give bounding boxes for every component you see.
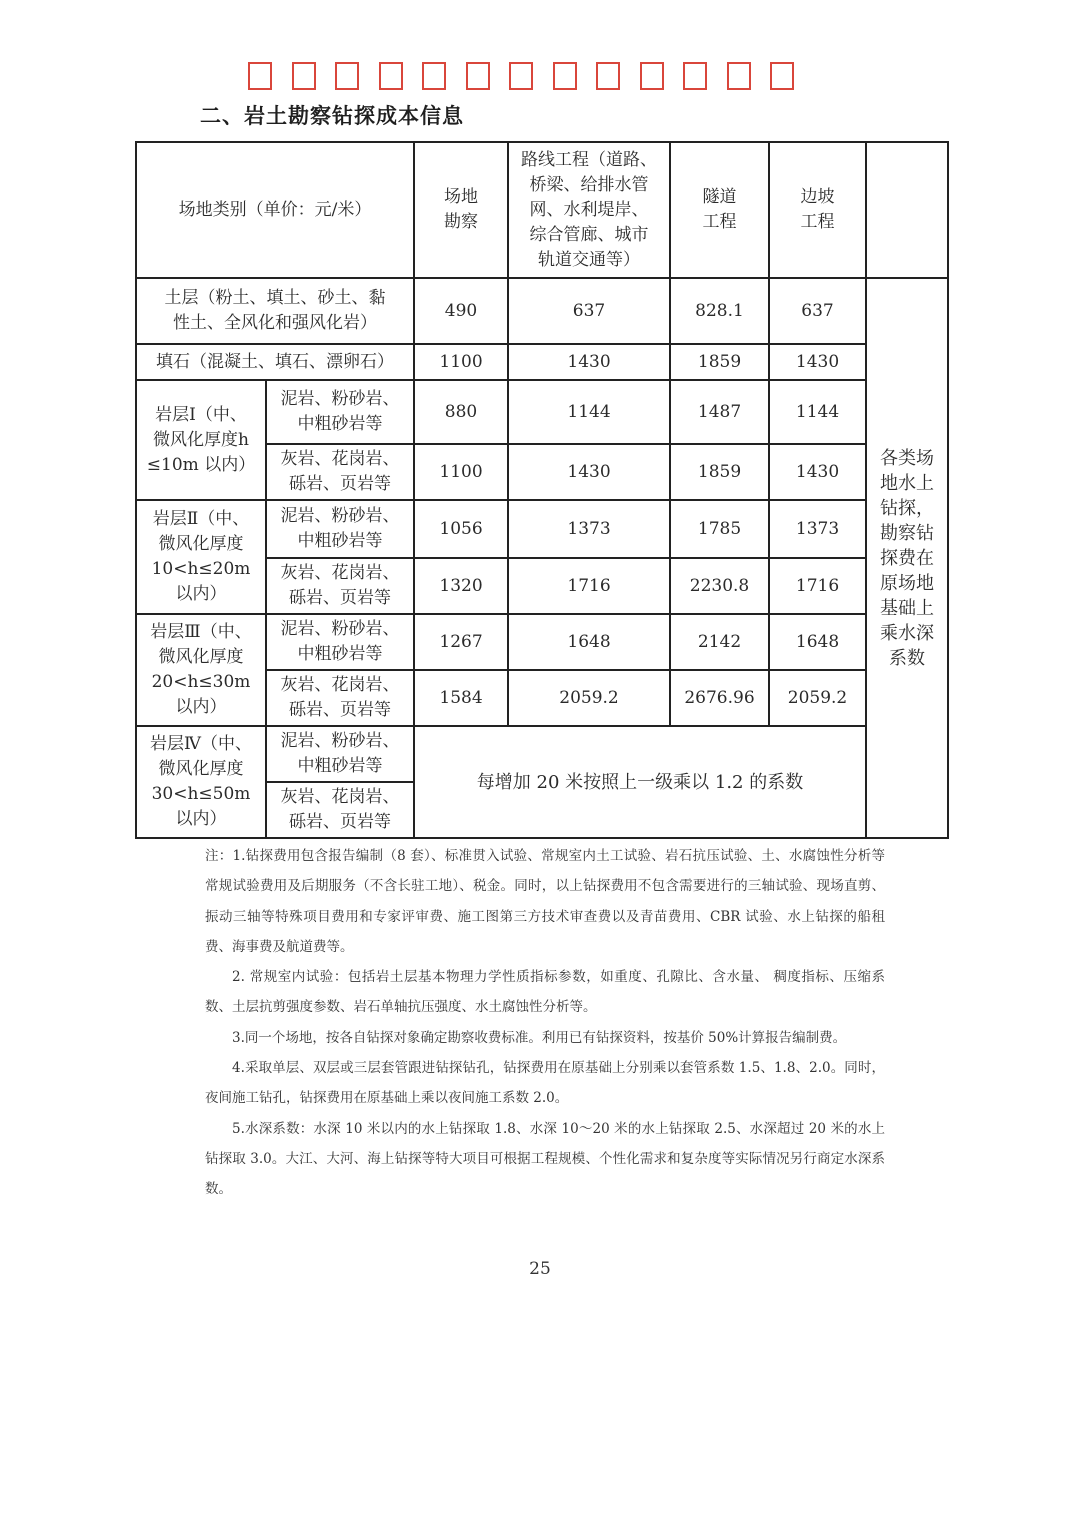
- cost-table: [135, 141, 949, 839]
- cell-slope: 1373: [769, 500, 866, 558]
- table-row-soil: [136, 278, 948, 344]
- rock-type-label: 灰岩、花岗岩、 砾岩、页岩等: [266, 782, 414, 838]
- rock-group-label: 岩层Ⅲ（中、 微风化厚度 20<h≤30m 以内）: [136, 614, 266, 726]
- cell-site: 1100: [414, 444, 508, 500]
- cell-site: 490: [414, 278, 508, 344]
- note-2: 2. 常规室内试验：包括岩土层基本物理力学性质指标参数，如重度、孔隙比、含水量、 稠度指标、压缩系数、土层抗剪强度参数、岩石单轴抗压强度、水土腐蚀性分析等。: [205, 969, 885, 1016]
- cell-site: 880: [414, 380, 508, 444]
- rock-type-label: 灰岩、花岗岩、 砾岩、页岩等: [266, 558, 414, 614]
- rock-type-label: 泥岩、粉砂岩、 中粗砂岩等: [266, 380, 414, 444]
- cell-slope: 637: [769, 278, 866, 344]
- stamp-box: [248, 62, 272, 90]
- header-site: 场地 勘察: [414, 142, 508, 278]
- cell-site: 1320: [414, 558, 508, 614]
- increment-rule: 每增加 20 米按照上一级乘以 1.2 的系数: [414, 726, 866, 838]
- cell-route: 1716: [508, 558, 670, 614]
- red-stamp-boxes: [248, 62, 794, 90]
- cell-route: 1144: [508, 380, 670, 444]
- cell-slope: 1648: [769, 614, 866, 670]
- stamp-box: [683, 62, 707, 90]
- table-row-fill: [136, 344, 948, 380]
- note-3: 3.同一个场地，按各自钻探对象确定勘察收费标准。利用已有钻探资料，按基价 50%计算报告编制费。: [232, 1029, 847, 1046]
- header-category: 场地类别（单价：元/米）: [136, 142, 414, 278]
- stamp-box: [727, 62, 751, 90]
- rock-type-label: 泥岩、粉砂岩、 中粗砂岩等: [266, 500, 414, 558]
- water-drilling-note: 各类场 地水上 钻探， 勘察钻 探费在 原场地 基础上 乘水深 系数: [866, 278, 948, 838]
- stamp-box: [770, 62, 794, 90]
- cell-tunnel: 1785: [670, 500, 769, 558]
- cell-route: 2059.2: [508, 670, 670, 726]
- note-5: 5.水深系数：水深 10 米以内的水上钻探取 1.8、水深 10～20 米的水上钻探取 2.5、水深超过 20 米的水上钻探取 3.0。大江、大河、海上钻探等特大项目可根据工程规模、个性化需求和复杂度等实际情况另行商定水深系数。: [205, 1120, 885, 1198]
- row-label: 填石（混凝土、填石、漂卵石）: [136, 344, 414, 380]
- rock-type-label: 泥岩、粉砂岩、 中粗砂岩等: [266, 726, 414, 782]
- header-slope: 边坡 工程: [769, 142, 866, 278]
- note-1: 注：1.钻探费用包含报告编制（8 套）、标准贯入试验、常规室内土工试验、岩石抗压试验、土、水腐蚀性分析等常规试验费用及后期服务（不含长驻工地）、税金。同时，以上钻探费用不包含需要进行的三轴试验、现场直剪、振动三轴等特殊项目费用和专家评审费、施工图第三方技术审查费以及青苗费用、CBR 试验、水上钻探的船租费、海事费及航道费等。: [205, 848, 885, 955]
- cell-slope: 1430: [769, 444, 866, 500]
- header-empty: [866, 142, 948, 278]
- cell-slope: 2059.2: [769, 670, 866, 726]
- cell-site: 1100: [414, 344, 508, 380]
- cell-tunnel: 2676.96: [670, 670, 769, 726]
- cell-route: 1430: [508, 344, 670, 380]
- table-row: [136, 726, 948, 782]
- cell-route: 1430: [508, 444, 670, 500]
- header-route: 路线工程（道路、 桥梁、给排水管 网、水利堤岸、 综合管廊、城市 轨道交通等）: [508, 142, 670, 278]
- section-title: 二、岩土勘察钻探成本信息: [200, 104, 464, 128]
- rock-type-label: 灰岩、花岗岩、 砾岩、页岩等: [266, 444, 414, 500]
- cell-slope: 1716: [769, 558, 866, 614]
- table-row: [136, 500, 948, 558]
- stamp-box: [335, 62, 359, 90]
- notes: [205, 841, 885, 1205]
- stamp-box: [379, 62, 403, 90]
- page-number: 25: [529, 1259, 551, 1279]
- row-label: 土层（粉土、填土、砂土、黏 性土、全风化和强风化岩）: [136, 278, 414, 344]
- table-row: [136, 380, 948, 444]
- cell-route: 1373: [508, 500, 670, 558]
- cell-route: 1648: [508, 614, 670, 670]
- stamp-box: [596, 62, 620, 90]
- cell-tunnel: 1859: [670, 344, 769, 380]
- rock-group-label: 岩层Ⅱ（中、 微风化厚度 10<h≤20m 以内）: [136, 500, 266, 614]
- table-row: [136, 614, 948, 670]
- cell-tunnel: 1859: [670, 444, 769, 500]
- cell-site: 1056: [414, 500, 508, 558]
- stamp-box: [553, 62, 577, 90]
- stamp-box: [640, 62, 664, 90]
- cell-tunnel: 1487: [670, 380, 769, 444]
- stamp-box: [422, 62, 446, 90]
- header-tunnel: 隧道 工程: [670, 142, 769, 278]
- stamp-box: [292, 62, 316, 90]
- stamp-box: [509, 62, 533, 90]
- cell-tunnel: 2142: [670, 614, 769, 670]
- cell-site: 1267: [414, 614, 508, 670]
- rock-group-label: 岩层Ⅰ（中、 微风化厚度h ≤10m 以内）: [136, 380, 266, 500]
- note-4: 4.采取单层、双层或三层套管跟进钻探钻孔，钻探费用在原基础上分别乘以套管系数 1.5、1.8、2.0。同时，夜间施工钻孔，钻探费用在原基础上乘以夜间施工系数 2.0。: [205, 1060, 885, 1107]
- rock-type-label: 泥岩、粉砂岩、 中粗砂岩等: [266, 614, 414, 670]
- cell-tunnel: 828.1: [670, 278, 769, 344]
- stamp-box: [466, 62, 490, 90]
- cell-route: 637: [508, 278, 670, 344]
- table-header-row: [136, 142, 948, 278]
- rock-type-label: 灰岩、花岗岩、 砾岩、页岩等: [266, 670, 414, 726]
- cell-tunnel: 2230.8: [670, 558, 769, 614]
- cell-slope: 1144: [769, 380, 866, 444]
- cell-site: 1584: [414, 670, 508, 726]
- rock-group-label: 岩层Ⅳ（中、 微风化厚度 30<h≤50m 以内）: [136, 726, 266, 838]
- cell-slope: 1430: [769, 344, 866, 380]
